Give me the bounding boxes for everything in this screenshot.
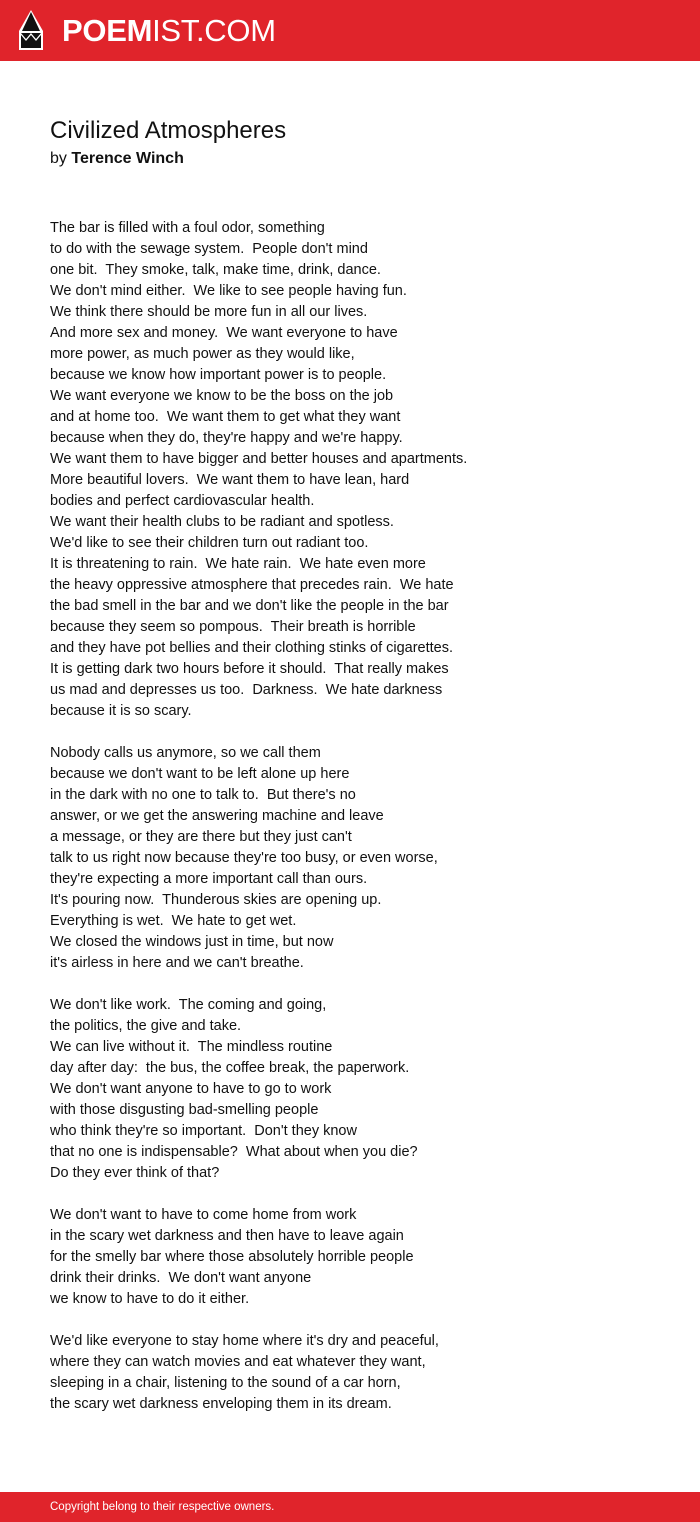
poem-line: the scary wet darkness enveloping them in its dream. — [50, 1396, 392, 1412]
poem-line: with those disgusting bad-smelling people — [50, 1102, 319, 1118]
poem-title: Civilized Atmospheres — [50, 117, 287, 144]
poem-line: drink their drinks. We don't want anyone — [50, 1270, 312, 1286]
poem-line: us mad and depresses us too. Darkness. We hate darkness — [50, 682, 443, 698]
poem-line: We'd like to see their children turn out radiant too. — [50, 535, 369, 551]
poem-line: We don't want to have to come home from work — [50, 1207, 357, 1223]
poem-line: one bit. They smoke, talk, make time, drink, dance. — [50, 262, 381, 278]
poem-line: they're expecting a more important call than ours. — [50, 871, 368, 887]
poem-stanza — [50, 218, 670, 722]
poem-line: the bad smell in the bar and we don't like the people in the bar — [50, 598, 449, 614]
poem-line: It is getting dark two hours before it should. That really makes — [50, 661, 449, 677]
poem-stanza — [50, 743, 670, 974]
poem-line: It is threatening to rain. We hate rain. We hate even more — [50, 556, 426, 572]
poem-line: We can live without it. The mindless routine — [50, 1039, 333, 1055]
poem-line: Do they ever think of that? — [50, 1165, 220, 1181]
poem-line: more power, as much power as they would like, — [50, 346, 355, 362]
poem-line: in the dark with no one to talk to. But there's no — [50, 787, 356, 803]
poem-line: who think they're so important. Don't they know — [50, 1123, 357, 1139]
site-header — [0, 0, 700, 61]
byline-label: by — [50, 150, 67, 167]
copyright-notice: Copyright belong to their respective owners. — [50, 1501, 275, 1513]
poem-line: We closed the windows just in time, but now — [50, 934, 334, 950]
poem-line: where they can watch movies and eat whatever they want, — [50, 1354, 426, 1370]
poem-line: because we know how important power is to people. — [50, 367, 387, 383]
poem-line: the heavy oppressive atmosphere that precedes rain. We hate — [50, 577, 454, 593]
poem-line: the politics, the give and take. — [50, 1018, 242, 1034]
poem-author: Terence Winch — [71, 150, 184, 167]
poem-line: and they have pot bellies and their clothing stinks of cigarettes. — [50, 640, 454, 656]
poem-line: talk to us right now because they're too busy, or even worse, — [50, 850, 438, 866]
poem-line: We want everyone we know to be the boss on the job — [50, 388, 394, 404]
poem-line: and at home too. We want them to get what they want — [50, 409, 401, 425]
poem-line: because when they do, they're happy and we're happy. — [50, 430, 403, 446]
poem-body — [50, 218, 670, 1436]
poem-line: because we don't want to be left alone up here — [50, 766, 350, 782]
poem-line: sleeping in a chair, listening to the sound of a car horn, — [50, 1375, 401, 1391]
poem-line: We don't want anyone to have to go to work — [50, 1081, 332, 1097]
poem-line: We don't like work. The coming and going, — [50, 997, 327, 1013]
poem-byline — [50, 148, 184, 170]
poem-line: Nobody calls us anymore, so we call them — [50, 745, 321, 761]
poem-line: We think there should be more fun in all our lives. — [50, 304, 368, 320]
poem-line: answer, or we get the answering machine and leave — [50, 808, 384, 824]
poem-line: because it is so scary. — [50, 703, 192, 719]
poem-line: we know to have to do it either. — [50, 1291, 250, 1307]
poem-line: a message, or they are there but they just can't — [50, 829, 352, 845]
pencil-tip-icon[interactable] — [18, 9, 44, 51]
poem-line: More beautiful lovers. We want them to have lean, hard — [50, 472, 410, 488]
site-logo[interactable] — [62, 11, 276, 51]
poem-line: It's pouring now. Thunderous skies are opening up. — [50, 892, 382, 908]
poem-line: We want their health clubs to be radiant and spotless. — [50, 514, 394, 530]
poem-stanza — [50, 995, 670, 1184]
poem-line: Everything is wet. We hate to get wet. — [50, 913, 297, 929]
site-footer — [0, 1492, 700, 1522]
poem-line: in the scary wet darkness and then have to leave again — [50, 1228, 404, 1244]
poem-line: The bar is filled with a foul odor, something — [50, 220, 325, 236]
poem-line: because they seem so pompous. Their breath is horrible — [50, 619, 416, 635]
poem-line: bodies and perfect cardiovascular health. — [50, 493, 315, 509]
poem-line: And more sex and money. We want everyone to have — [50, 325, 398, 341]
poem-line: it's airless in here and we can't breathe. — [50, 955, 304, 971]
poem-line: day after day: the bus, the coffee break, the paperwork. — [50, 1060, 410, 1076]
poem-line: that no one is indispensable? What about when you die? — [50, 1144, 418, 1160]
logo-wordmark-light: IST.COM — [152, 13, 276, 48]
poem-stanza — [50, 1205, 670, 1310]
poem-line: for the smelly bar where those absolutely horrible people — [50, 1249, 414, 1265]
poem-stanza — [50, 1331, 670, 1415]
logo-wordmark-bold: POEM — [62, 13, 153, 48]
poem-line: We want them to have bigger and better houses and apartments. — [50, 451, 468, 467]
poem-line: We'd like everyone to stay home where it's dry and peaceful, — [50, 1333, 439, 1349]
poem-line: We don't mind either. We like to see people having fun. — [50, 283, 407, 299]
poem-line: to do with the sewage system. People don't mind — [50, 241, 368, 257]
